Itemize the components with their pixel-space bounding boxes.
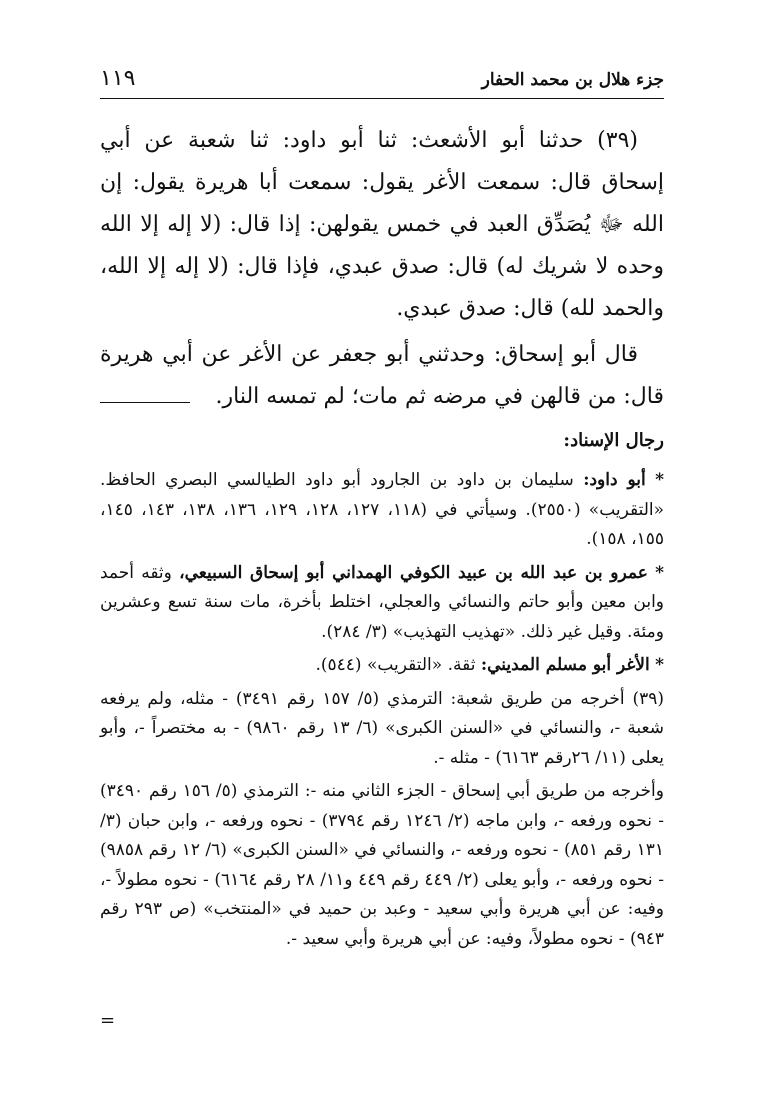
page-number: ١١٩ <box>100 66 136 91</box>
hadith-text <box>100 120 664 418</box>
continuation-mark: = <box>100 1010 116 1031</box>
page-header <box>100 62 664 99</box>
bullet-star: * <box>655 562 664 583</box>
narrator-description: وثقه أحمد وابن معين وأبو حاتم والنسائي والعجلي، اختلط بأخرة، مات سنة تسع وعشرين ومئة. وقيل غير ذلك. «تهذيب التهذيب» (٣/ ٢٨٤). <box>100 562 664 642</box>
takhrij-note-2: وأخرجه من طريق أبي إسحاق - الجزء الثاني منه -: الترمذي (٥/ ١٥٦ رقم ٣٤٩٠) - نحوه ورفعه -، وابن ماجه (٢/ ١٢٤٦ رقم ٣٧٩٤) - نحوه ورفعه -، وابن حبان (٣/ ١٣١ رقم ٨٥١) - نحوه ورفعه -، والنسائي في «السنن الكبرى» (٦/ ١٢ رقم ٩٨٥٨) - نحوه ورفعه -، وأبو يعلى (٢/ ٤٤٩ رقم ٤٤٩ و١١/ ٢٨ رقم ٦١٦٤) - نحوه مطولاً -، وفيه: عن أبي هريرة وأبي سعيد - وعبد بن حميد في «المنتخب» (ص ٢٩٣ رقم ٩٤٣) - نحوه مطولاً، وفيه: عن أبي هريرة وأبي سعيد -. <box>100 781 664 949</box>
bullet-star: * <box>655 470 664 490</box>
narrator-name: أبو داود: <box>583 470 646 490</box>
narrator-note <box>100 466 664 555</box>
takhrij-note: (٣٩) أخرجه من طريق شعبة: الترمذي (٥/ ١٥٧ رقم ٣٤٩١) - مثله، ولم يرفعه شعبة -، والنسائي في «السنن الكبرى» (٦/ ١٣ رقم ٩٨٦٠) - به مختصراً -، وأبو يعلى (١١/ ٢٦رقم ٦١٦٣) - مثله -. <box>100 688 664 768</box>
footnote-divider <box>100 402 190 403</box>
narrator-name: عمرو بن عبد الله بن عبيد الكوفي الهمداني أبو إسحاق السبيعي، <box>179 562 648 583</box>
running-title: جزء هلال بن محمد الحفار <box>481 70 664 90</box>
section-heading: رجال الإسناد: <box>563 430 664 451</box>
narrator-description: سليمان بن داود بن الجارود أبو داود الطيالسي البصري الحافظ. «التقريب» (٢٥٥٠). وسيأتي في (١١٨، ١٢٧، ١٢٨، ١٢٩، ١٣٦، ١٣٨، ١٤٣، ١٤٥، ١٥٥، ١٥٨). <box>100 470 665 549</box>
narrator-name: الأغر أبو مسلم المديني: <box>480 655 650 675</box>
narrator-note <box>100 559 664 648</box>
narrator-description: ثقة. «التقريب» (٥٤٤). <box>315 655 476 675</box>
footnotes <box>100 466 664 958</box>
hadith-paragraph-2: قال أبو إسحاق: وحدثني أبو جعفر عن الأغر عن أبي هريرة قال: من قالهن في مرضه ثم مات؛ لم تمسه النار. <box>100 342 664 409</box>
narrator-note <box>100 651 664 681</box>
bullet-star: * <box>655 655 664 675</box>
hadith-paragraph: (٣٩) حدثنا أبو الأشعث: ثنا أبو داود: ثنا شعبة عن أبي إسحاق قال: سمعت الأغر يقول: سمعت أبا هريرة يقول: إن الله ﷻ يُصَدِّق العبد في خمس يقولهن: إذا قال: (لا إله إلا الله وحده لا شريك له) قال: صدق عبدي، فإذا قال: (لا إله إلا الله، والحمد لله) قال: صدق عبدي. <box>100 128 664 321</box>
